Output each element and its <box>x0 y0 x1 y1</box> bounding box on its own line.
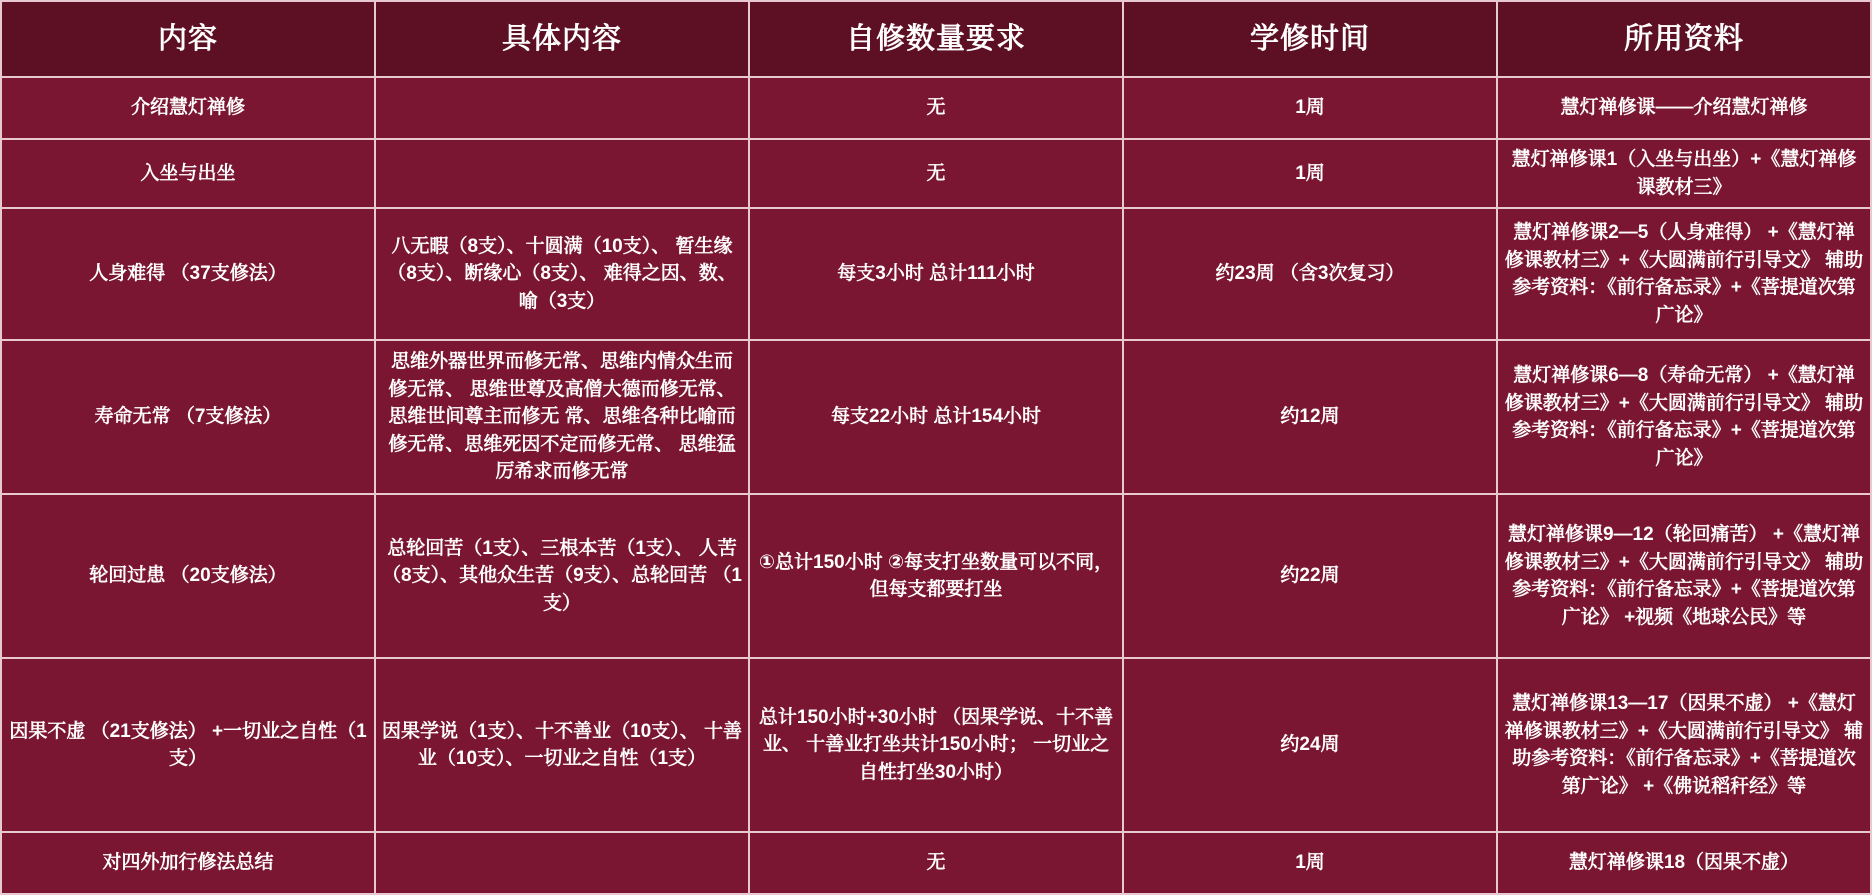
row-content: 寿命无常 （7支修法） <box>1 340 375 494</box>
row-content: 因果不虚 （21支修法） +一切业之自性（1支） <box>1 658 375 832</box>
row-time: 1周 <box>1123 77 1497 139</box>
row-amount: 无 <box>749 832 1123 894</box>
row-detail: 思维外器世界而修无常、思维内情众生而修无常、 思维世尊及高僧大德而修无常、思维世间尊主而修无 常、思维各种比喻而修无常、思维死因不定而修无常、 思维猛厉希求而修无常 <box>375 340 749 494</box>
row-content: 轮回过患 （20支修法） <box>1 494 375 658</box>
row-time: 1周 <box>1123 139 1497 208</box>
row-detail <box>375 77 749 139</box>
row-content: 人身难得 （37支修法） <box>1 208 375 340</box>
table-header-row <box>1 1 1871 77</box>
row-time: 1周 <box>1123 832 1497 894</box>
column-header-time: 学修时间 <box>1123 1 1497 77</box>
table-row <box>1 340 1871 494</box>
row-materials: 慧灯禅修课——介绍慧灯禅修 <box>1497 77 1871 139</box>
row-amount: 每支3小时 总计111小时 <box>749 208 1123 340</box>
row-time: 约23周 （含3次复习） <box>1123 208 1497 340</box>
row-materials: 慧灯禅修课2—5（人身难得） +《慧灯禅修课教材三》+《大圆满前行引导文》 辅助参考资料：《前行备忘录》+《菩提道次第广论》 <box>1497 208 1871 340</box>
row-materials: 慧灯禅修课1（入坐与出坐）+《慧灯禅修课教材三》 <box>1497 139 1871 208</box>
table-row <box>1 832 1871 894</box>
row-content: 对四外加行修法总结 <box>1 832 375 894</box>
row-amount: 总计150小时+30小时 （因果学说、十不善业、 十善业打坐共计150小时； 一切业之自性打坐30小时） <box>749 658 1123 832</box>
row-materials: 慧灯禅修课13—17（因果不虚） +《慧灯禅修课教材三》+《大圆满前行引导文》 辅助参考资料：《前行备忘录》+《菩提道次第广论》 +《佛说稻秆经》等 <box>1497 658 1871 832</box>
row-materials: 慧灯禅修课9—12（轮回痛苦） +《慧灯禅修课教材三》+《大圆满前行引导文》 辅助参考资料：《前行备忘录》+《菩提道次第广论》 +视频《地球公民》等 <box>1497 494 1871 658</box>
row-amount: 每支22小时 总计154小时 <box>749 340 1123 494</box>
column-header-materials: 所用资料 <box>1497 1 1871 77</box>
row-detail <box>375 832 749 894</box>
table-row <box>1 139 1871 208</box>
row-detail: 八无暇（8支）、十圆满（10支）、 暂生缘（8支）、断缘心（8支）、 难得之因、数、喻（3支） <box>375 208 749 340</box>
row-amount: 无 <box>749 77 1123 139</box>
row-materials: 慧灯禅修课6—8（寿命无常） +《慧灯禅修课教材三》+《大圆满前行引导文》 辅助参考资料：《前行备忘录》+《菩提道次第广论》 <box>1497 340 1871 494</box>
row-content: 介绍慧灯禅修 <box>1 77 375 139</box>
row-time: 约12周 <box>1123 340 1497 494</box>
table-header <box>1 1 1871 77</box>
column-header-amount: 自修数量要求 <box>749 1 1123 77</box>
row-detail: 因果学说（1支）、十不善业（10支）、 十善业（10支）、一切业之自性（1支） <box>375 658 749 832</box>
row-materials: 慧灯禅修课18（因果不虚） <box>1497 832 1871 894</box>
table-row <box>1 494 1871 658</box>
row-content: 入坐与出坐 <box>1 139 375 208</box>
row-time: 约22周 <box>1123 494 1497 658</box>
table-row <box>1 77 1871 139</box>
table-body <box>1 77 1871 894</box>
row-detail: 总轮回苦（1支）、三根本苦（1支）、 人苦（8支）、其他众生苦（9支）、总轮回苦 （1支） <box>375 494 749 658</box>
row-detail <box>375 139 749 208</box>
row-time: 约24周 <box>1123 658 1497 832</box>
row-amount: 无 <box>749 139 1123 208</box>
table-row <box>1 208 1871 340</box>
column-header-content: 内容 <box>1 1 375 77</box>
table-row <box>1 658 1871 832</box>
row-amount: ①总计150小时 ②每支打坐数量可以不同， 但每支都要打坐 <box>749 494 1123 658</box>
column-header-detail: 具体内容 <box>375 1 749 77</box>
